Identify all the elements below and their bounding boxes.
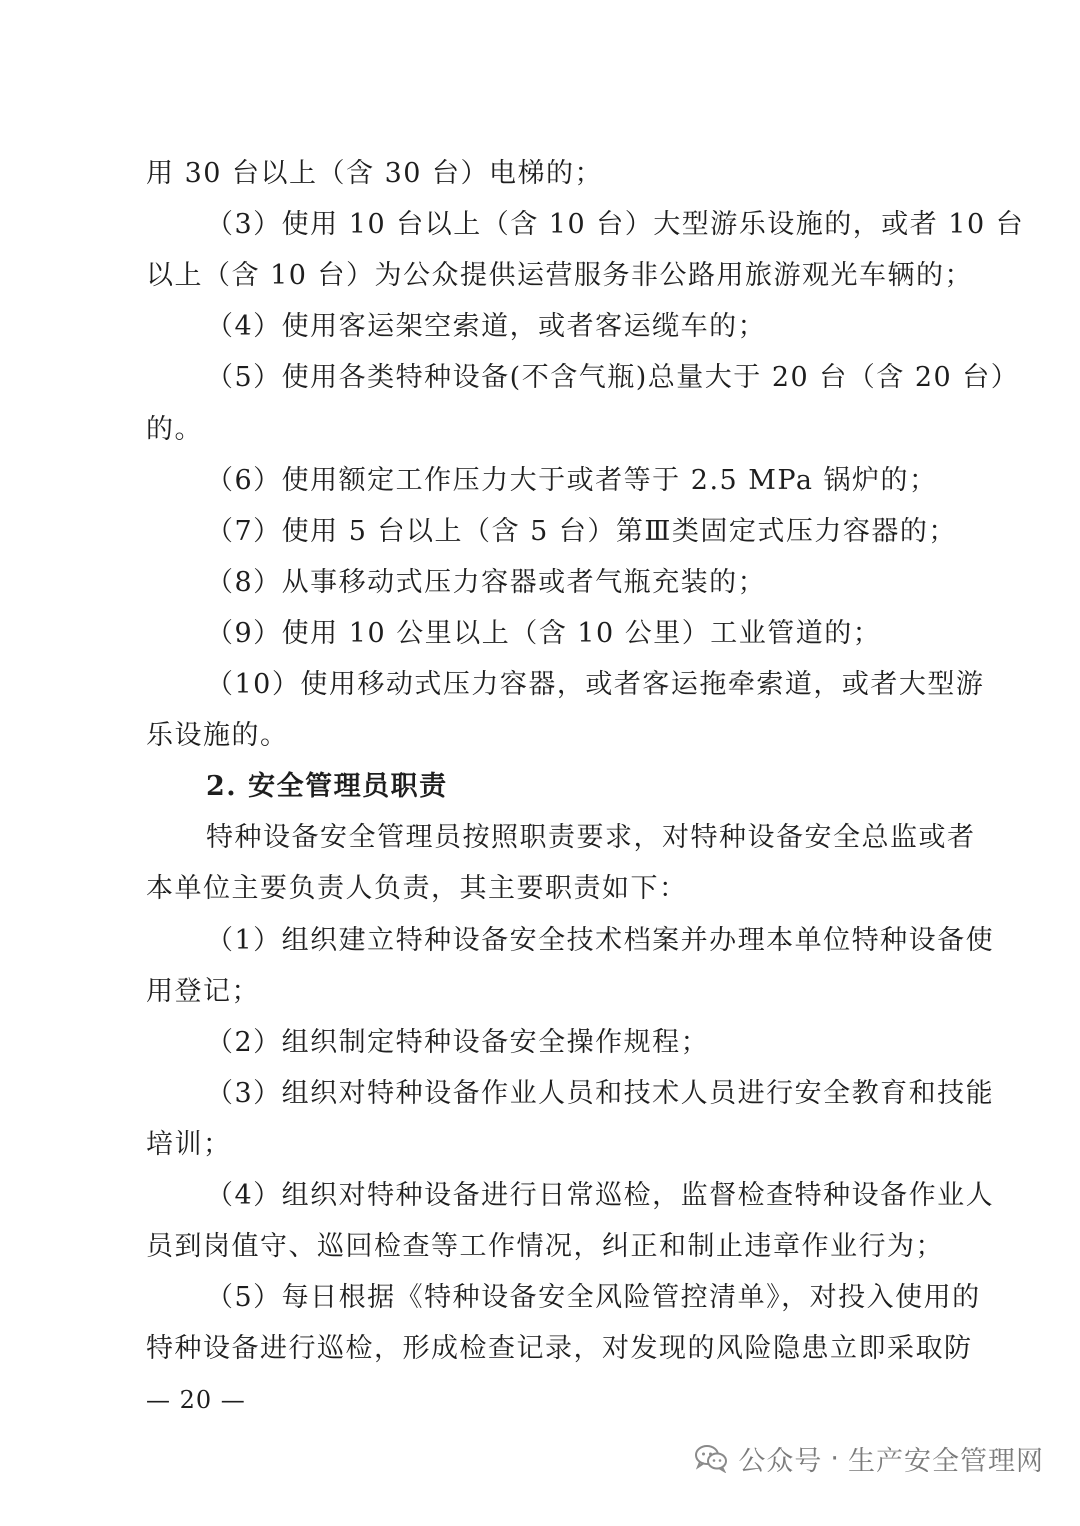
wechat-icon — [694, 1443, 728, 1473]
text-line: （3）组织对特种设备作业人员和技术人员进行安全教育和技能 — [206, 1078, 995, 1109]
text-line: 培训； — [146, 1129, 232, 1160]
text-line: （3）使用 10 台以上（含 10 台）大型游乐设施的，或者 10 台 — [206, 209, 1025, 240]
text-line: 特种设备进行巡检，形成检查记录，对发现的风险隐患立即采取防 — [146, 1333, 973, 1364]
text-line: 本单位主要负责人负责，其主要职责如下： — [146, 873, 688, 904]
text-line: 员到岗值守、巡回检查等工作情况，纠正和制止违章作业行为； — [146, 1231, 944, 1262]
text-line: （5）每日根据《特种设备安全风险管控清单》，对投入使用的 — [206, 1282, 981, 1313]
text-line: 用 30 台以上（含 30 台）电梯的； — [146, 158, 604, 189]
watermark-account-name: 生产安全管理网 — [848, 1445, 1044, 1477]
text-line: 用登记； — [146, 976, 260, 1007]
watermark-account-label: 公众号 — [738, 1445, 823, 1477]
text-line: （9）使用 10 公里以上（含 10 公里）工业管道的； — [206, 618, 882, 649]
text-line: （7）使用 5 台以上（含 5 台）第Ⅲ类固定式压力容器的； — [206, 516, 957, 547]
text-line: （5）使用各类特种设备(不含气瓶)总量大于 20 台（含 20 台） — [206, 362, 1020, 393]
text-line: （8）从事移动式压力容器或者气瓶充装的； — [206, 567, 767, 598]
text-line: （6）使用额定工作压力大于或者等于 2.5 MPa 锅炉的； — [206, 465, 938, 496]
text-line: （4）使用客运架空索道，或者客运缆车的； — [206, 311, 767, 342]
watermark — [694, 1438, 1044, 1478]
text-line: （4）组织对特种设备进行日常巡检，监督检查特种设备作业人 — [206, 1180, 995, 1211]
text-line: （2）组织制定特种设备安全操作规程； — [206, 1027, 710, 1058]
section-heading: 2. 安全管理员职责 — [206, 771, 448, 802]
page-number: — 20 — — [146, 1386, 246, 1414]
text-line: 的。 — [146, 414, 203, 445]
text-line: 特种设备安全管理员按照职责要求，对特种设备安全总监或者 — [206, 822, 976, 853]
text-line: 以上（含 10 台）为公众提供运营服务非公路用旅游观光车辆的； — [146, 260, 974, 291]
text-line: （1）组织建立特种设备安全技术档案并办理本单位特种设备使 — [206, 925, 995, 956]
text-line: （10）使用移动式压力容器，或者客运拖牵索道，或者大型游 — [206, 669, 985, 700]
text-line: 乐设施的。 — [146, 720, 289, 751]
watermark-separator: · — [830, 1442, 840, 1474]
